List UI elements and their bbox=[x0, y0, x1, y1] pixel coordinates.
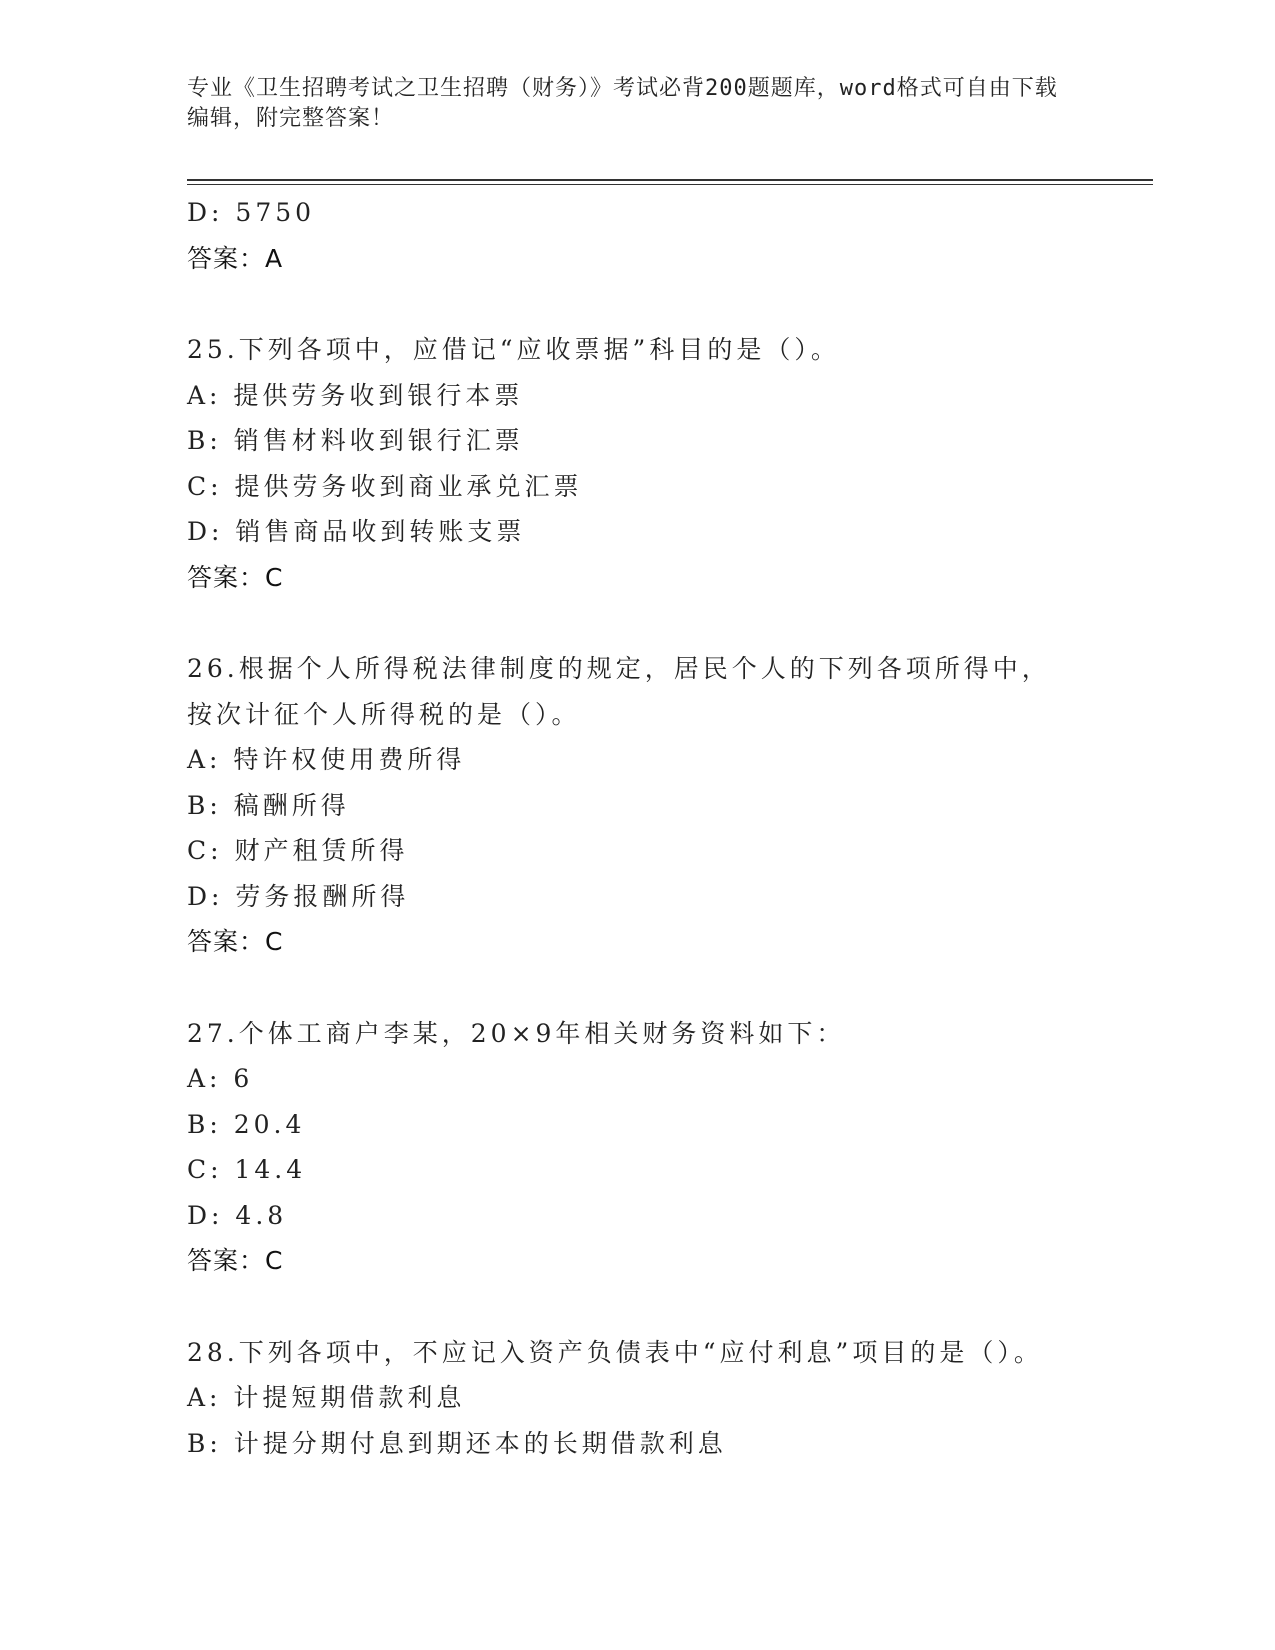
option-a: A: 提供劳务收到银行本票 bbox=[187, 380, 524, 410]
document-header bbox=[187, 74, 1067, 134]
question-25 bbox=[187, 327, 1087, 600]
option-d: D: 劳务报酬所得 bbox=[187, 881, 410, 911]
option-b: B: 计提分期付息到期还本的长期借款利息 bbox=[187, 1428, 727, 1458]
question-stem: 28.下列各项中，不应记入资产负债表中“应付利息”项目的是（）。 bbox=[187, 1337, 1043, 1367]
answer: 答案：C bbox=[187, 562, 284, 592]
answer: 答案：C bbox=[187, 1246, 284, 1275]
question-stem: 25.下列各项中，应借记“应收票据”科目的是（）。 bbox=[187, 335, 840, 364]
question-26 bbox=[187, 646, 1087, 965]
option-c: C: 14.4 bbox=[187, 1155, 307, 1184]
option-b: B: 20.4 bbox=[187, 1109, 306, 1139]
question-stem: 26.根据个人所得税法律制度的规定，居民个人的下列各项所得中，按次计征个人所得税的是（）。 bbox=[187, 654, 1051, 729]
question-28 bbox=[187, 1330, 1087, 1467]
option-d: D: 4.8 bbox=[187, 1200, 288, 1230]
option-b: B: 稿酬所得 bbox=[187, 790, 350, 820]
option-c: C: 财产租赁所得 bbox=[187, 836, 409, 865]
question-stem: 27.个体工商户李某，20×9年相关财务资料如下： bbox=[187, 1018, 846, 1048]
option-a: A: 6 bbox=[187, 1064, 254, 1093]
header-rule-thin bbox=[187, 184, 1153, 185]
header-text: 专业《卫生招聘考试之卫生招聘（财务）》考试必背200题题库，word格式可自由下载编辑，附完整答案！ bbox=[187, 76, 1058, 131]
question-27 bbox=[187, 1011, 1087, 1284]
answer: 答案：C bbox=[187, 927, 284, 956]
carryover-answer: 答案：A bbox=[187, 243, 284, 273]
header-rule-thick bbox=[187, 179, 1153, 181]
option-c: C: 提供劳务收到商业承兑汇票 bbox=[187, 471, 583, 501]
carryover-option-d: D: 5750 bbox=[187, 198, 316, 227]
option-a: A: 特许权使用费所得 bbox=[187, 745, 466, 774]
option-b: B: 销售材料收到银行汇票 bbox=[187, 426, 524, 455]
option-a: A: 计提短期借款利息 bbox=[187, 1383, 466, 1412]
question-list bbox=[187, 190, 1087, 1466]
option-d: D: 销售商品收到转账支票 bbox=[187, 517, 526, 546]
